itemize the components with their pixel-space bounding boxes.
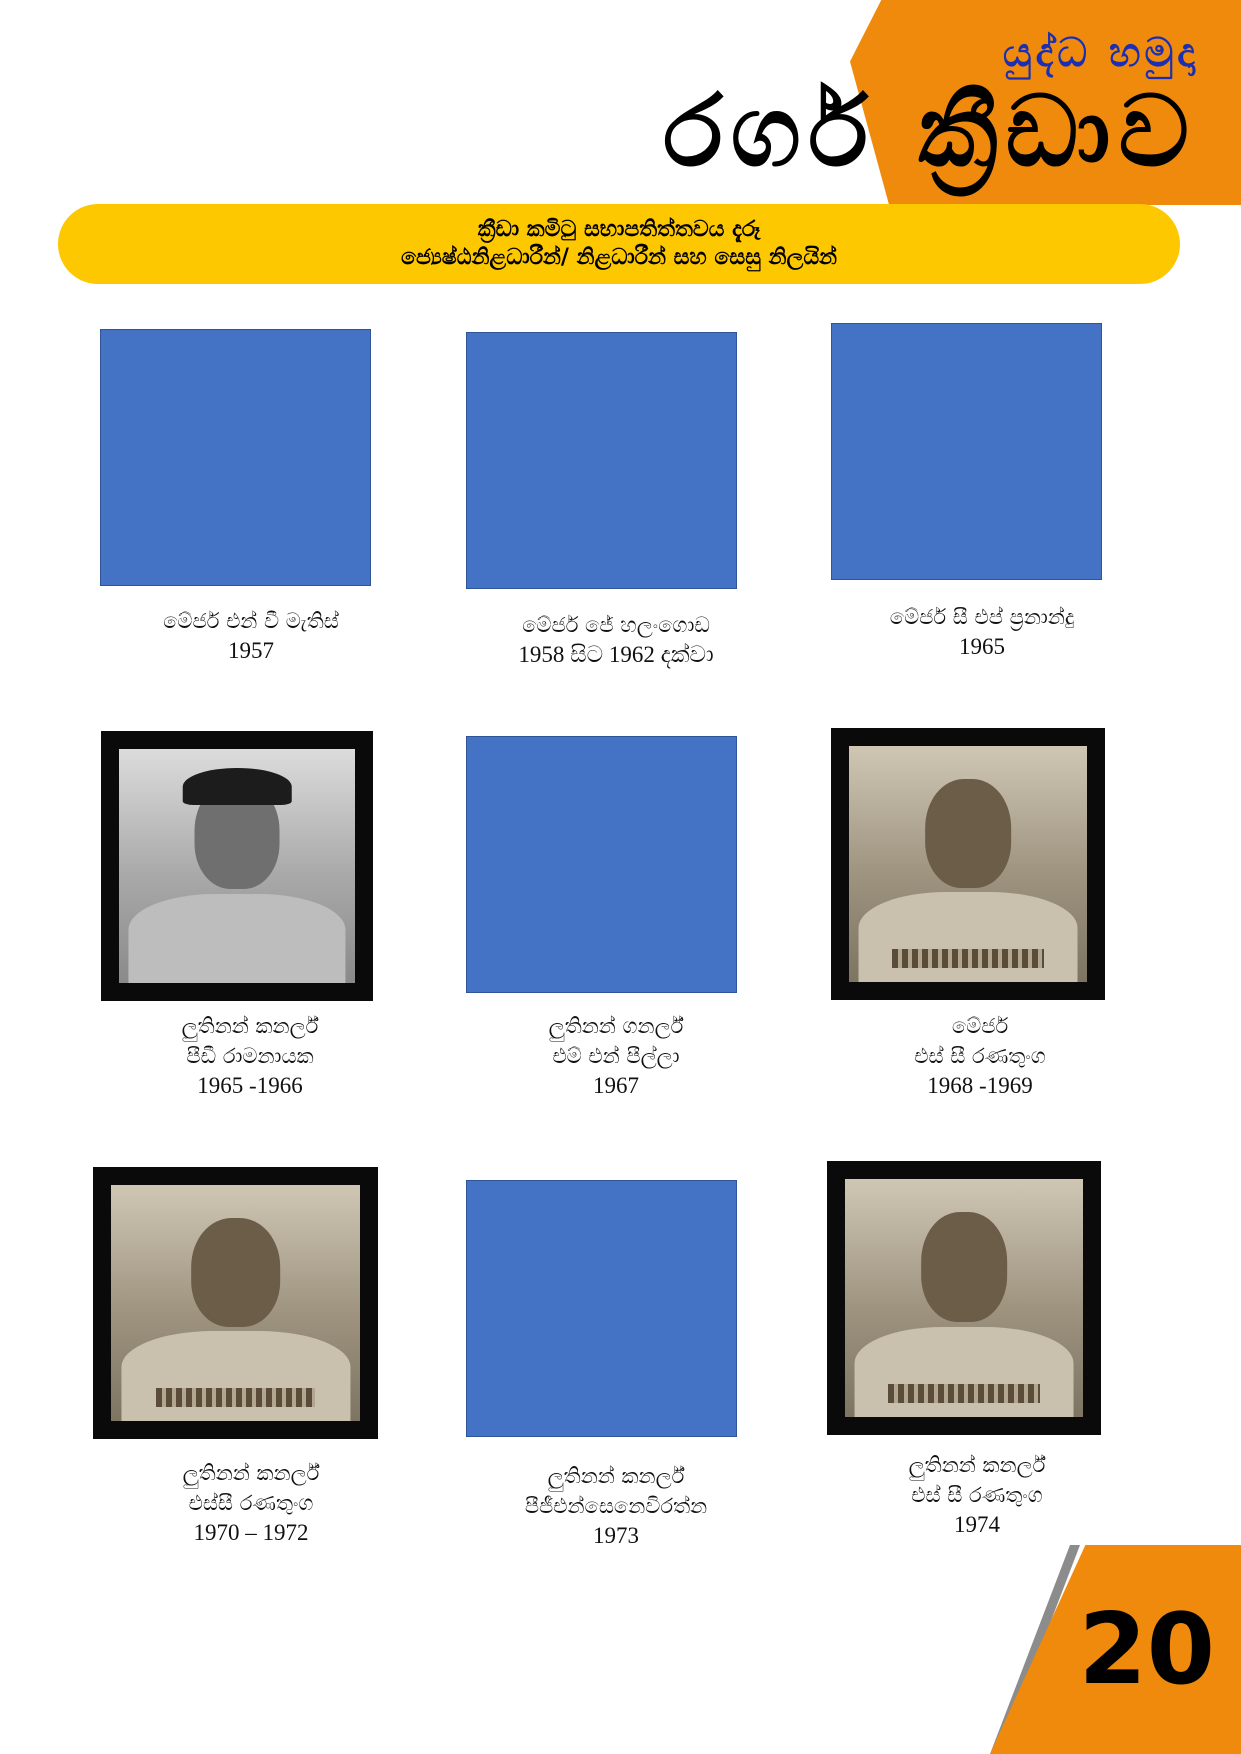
caption [466,1461,766,1551]
caption-rank: ලුතිනන් කනර්ල් [908,1453,1046,1477]
caption-years: 1974 [954,1512,1000,1537]
caption-rank: ලුතිනන් ගනර්ල් [548,1014,684,1038]
caption [832,602,1132,662]
caption-rank: මේජර් [951,1014,1009,1038]
caption-years: 1973 [593,1523,639,1548]
caption-name: එම් එන් පීල්ලා [552,1044,680,1068]
caption-years: 1958 සිට 1962 දක්වා [518,642,714,667]
caption-years: 1970 – 1972 [193,1520,309,1545]
caption [101,1458,401,1548]
caption-name: එස් සී රණතුංග [914,1044,1046,1068]
caption-rank: ලුතිනන් කනර්ල් [547,1464,685,1488]
caption-years: 1965 -1966 [197,1073,303,1098]
caption-name: එස්සී රණතුංග [188,1491,314,1515]
portrait-placeholder [466,1180,737,1437]
section-banner [58,204,1180,284]
caption-rank: ලුතිනන් කනර්ල් [181,1014,319,1038]
portrait-placeholder [100,329,371,586]
caption [830,1011,1130,1101]
portrait-placeholder [831,323,1102,580]
banner-line-2: ජ්‍යෙෂ්ඨනිළධාරීන්/ නිළධාරීන් සහ සෙසු නිලයින් [400,245,838,270]
caption-name: මේජර් එන් වී මැතිස් [163,609,339,633]
caption-name: එස් සී රණතුංග [911,1483,1043,1507]
caption-rank: ලුතිනන් කනර්ල් [182,1461,320,1485]
banner-line-1: ක්‍රීඩා කමිටු සභාපතිත්තවය දැරූ [477,217,761,242]
caption [466,610,766,670]
caption-name: පීජීඑන්සෙනෙවිරත්න [524,1494,708,1518]
portrait-photo [831,728,1105,1000]
caption-name: මේජර් සී එප් ප්‍රනාන්දු [889,605,1075,629]
caption [466,1011,766,1101]
portrait-placeholder [466,736,737,993]
portrait-photo [93,1167,378,1439]
caption-name: පීඩී රාමනායක [186,1044,314,1068]
portrait-placeholder [466,332,737,589]
caption [101,606,401,666]
caption-years: 1965 [959,634,1005,659]
caption-years: 1968 -1969 [927,1073,1033,1098]
magazine-subtitle: යුද්ධ හමුදා [1002,30,1199,76]
caption-years: 1957 [228,638,274,663]
caption-years: 1967 [593,1073,639,1098]
caption [100,1011,400,1101]
caption-name: මේජර් ජේ හලංගොඩ [522,613,710,637]
page-number: 20 [1078,1593,1215,1707]
portrait-photo [101,731,373,1001]
caption [827,1450,1127,1540]
portrait-photo [827,1161,1101,1435]
magazine-title: රගර් ක්‍රීඩාව [663,75,1197,189]
